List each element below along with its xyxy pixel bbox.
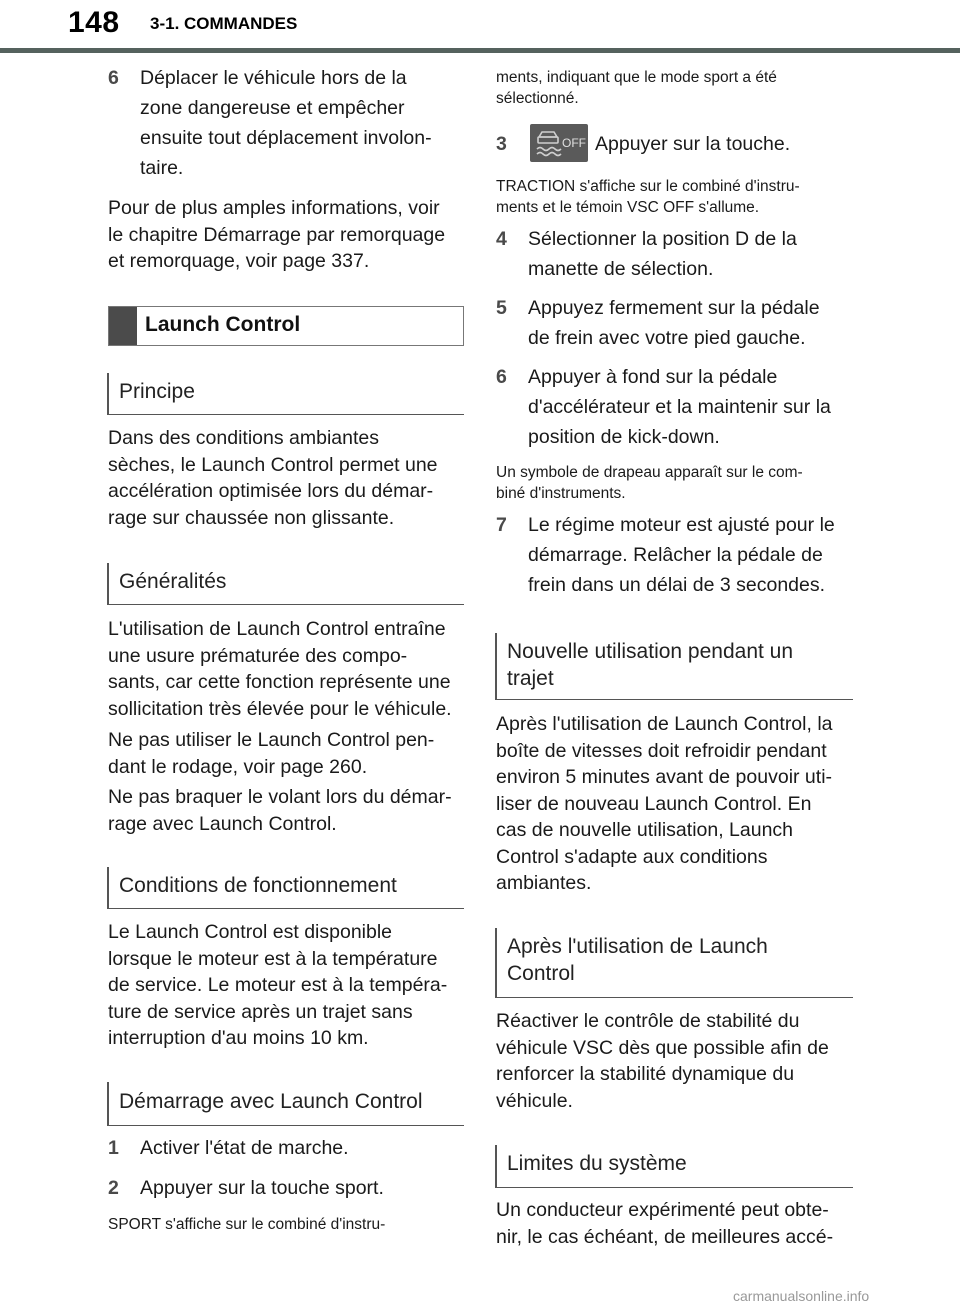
text-line: dant le rodage, voir page 260. xyxy=(108,755,368,778)
step-line: manette de sélection. xyxy=(528,258,714,280)
watermark: carmanualsonline.info xyxy=(733,1288,870,1304)
step-line: de frein avec votre pied gauche. xyxy=(528,327,806,349)
text-line: nir, le cas échéant, de meilleures accé- xyxy=(496,1225,834,1248)
sport-note-continued xyxy=(496,67,856,109)
step-line: frein dans un délai de 3 secondes. xyxy=(528,574,826,596)
heading-line: Après l'utilisation de Launch xyxy=(507,935,768,958)
launch-control-heading xyxy=(108,306,464,346)
page-header xyxy=(0,0,960,52)
step-text: Activer l'état de marche. xyxy=(140,1137,349,1159)
step-text: Appuyer sur la touche sport. xyxy=(140,1177,384,1199)
generalites-heading xyxy=(107,563,464,605)
text-line: Pour de plus amples informations, voir xyxy=(108,197,440,219)
text-line: sants, car cette fonction représente une xyxy=(108,671,451,693)
text-line: cas de nouvelle utilisation, Launch xyxy=(496,819,794,841)
text-line: liser de nouveau Launch Control. En xyxy=(496,792,812,815)
text-line: une usure prématurée des compo- xyxy=(108,644,408,667)
text-line: ture de service après un trajet sans xyxy=(108,1000,413,1023)
text-line: sèches, le Launch Control permet une xyxy=(108,453,438,476)
text-line: ambiantes. xyxy=(496,872,592,894)
heading-text: Conditions de fonctionnement xyxy=(119,874,397,897)
step-line: démarrage. Relâcher la pédale de xyxy=(528,544,823,566)
step-line: Appuyez fermement sur la pédale xyxy=(528,297,820,319)
step-number: 6 xyxy=(108,67,119,89)
step-line: ensuite tout déplacement involon- xyxy=(140,127,432,149)
generalites-paragraph-3 xyxy=(108,784,470,837)
header-rule xyxy=(0,48,960,53)
text-line: ments, indiquant que le mode sport a été xyxy=(496,69,777,86)
text-line: environ 5 minutes avant de pouvoir uti- xyxy=(496,766,833,788)
text-line: L'utilisation de Launch Control entraîne xyxy=(108,618,446,640)
limites-heading xyxy=(495,1145,853,1188)
text-line: Un conducteur expérimenté peut obte- xyxy=(496,1199,829,1221)
step-number: 7 xyxy=(496,514,507,536)
principe-paragraph xyxy=(108,425,468,531)
step-number: 6 xyxy=(496,366,507,388)
text-line: de service. Le moteur est à la tempéra- xyxy=(108,974,448,996)
text-line: renforcer la stabilité dynamique du xyxy=(496,1063,795,1085)
heading-text: Launch Control xyxy=(145,313,301,336)
text-line: véhicule. xyxy=(496,1089,573,1112)
text-line: rage sur chaussée non glissante. xyxy=(108,506,395,529)
heading-line: trajet xyxy=(507,666,554,690)
principe-heading xyxy=(107,373,464,415)
step-number: 5 xyxy=(496,297,507,319)
text-line: Réactiver le contrôle de stabilité du xyxy=(496,1010,800,1032)
step-line: zone dangereuse et empêcher xyxy=(140,97,405,119)
heading-text: Généralités xyxy=(119,570,227,593)
text-line: TRACTION s'affiche sur le combiné d'instru- xyxy=(496,178,800,195)
heading-line: Nouvelle utilisation pendant un xyxy=(507,640,794,663)
generalites-paragraph-1 xyxy=(108,616,470,722)
vsc-off-button-icon xyxy=(530,124,588,162)
step-line: Appuyer à fond sur la pédale xyxy=(528,366,778,388)
heading-text: Démarrage avec Launch Control xyxy=(119,1090,423,1113)
text-line: sollicitation très élevée pour le véhicule. xyxy=(108,697,452,720)
apres-utilisation-heading xyxy=(495,928,853,998)
text-line: biné d'instruments. xyxy=(496,485,626,502)
traction-note xyxy=(496,176,856,218)
conditions-paragraph xyxy=(108,919,470,1052)
demarrage-heading xyxy=(107,1082,464,1126)
step-number: 2 xyxy=(108,1177,119,1199)
flag-note xyxy=(496,462,856,504)
text-line: boîte de vitesses doit refroidir pendant xyxy=(496,739,827,762)
text-line: sélectionné. xyxy=(496,90,579,107)
sport-note: SPORT s'affiche sur le combiné d'instru- xyxy=(108,1216,386,1233)
text-line: Ne pas utiliser le Launch Control pen- xyxy=(108,729,435,751)
text-line: Control s'adapte aux conditions xyxy=(496,845,768,868)
generalites-paragraph-2 xyxy=(108,727,470,780)
step-number: 4 xyxy=(496,228,507,250)
step-line: Déplacer le véhicule hors de la xyxy=(140,67,407,89)
text-line: Après l'utilisation de Launch Control, la xyxy=(496,713,833,735)
apres-utilisation-paragraph xyxy=(496,1008,858,1114)
heading-text: Principe xyxy=(119,380,195,403)
text-line: véhicule VSC dès que possible afin de xyxy=(496,1036,829,1059)
step-line: position de kick-down. xyxy=(528,426,720,448)
text-line: et remorquage, voir page 337. xyxy=(108,250,370,272)
vsc-off-label: OFF xyxy=(562,136,586,150)
text-line: Un symbole de drapeau apparaît sur le com- xyxy=(496,464,803,481)
heading-text xyxy=(507,934,768,987)
heading-text xyxy=(507,639,793,692)
text-line: Le Launch Control est disponible xyxy=(108,921,393,943)
page-number: 148 xyxy=(68,6,120,39)
step-number: 3 xyxy=(496,133,507,155)
nouvelle-utilisation-heading xyxy=(495,633,853,700)
step-line: Sélectionner la position D de la xyxy=(528,228,797,250)
text-line: ments et le témoin VSC OFF s'allume. xyxy=(496,199,760,216)
text-line: le chapitre Démarrage par remorquage xyxy=(108,223,446,246)
text-line: rage avec Launch Control. xyxy=(108,812,337,835)
nouvelle-utilisation-paragraph xyxy=(496,711,858,897)
section-title: 3-1. COMMANDES xyxy=(150,14,298,33)
heading-text: Limites du système xyxy=(507,1152,687,1175)
step-3-text: Appuyer sur la touche. xyxy=(595,133,791,155)
conditions-heading xyxy=(107,867,464,909)
step-line: d'accélérateur et la maintenir sur la xyxy=(528,396,831,418)
text-line: interruption d'au moins 10 km. xyxy=(108,1027,369,1049)
heading-bar xyxy=(109,307,137,345)
step-line: Le régime moteur est ajusté pour le xyxy=(528,514,835,536)
text-line: Ne pas braquer le volant lors du démar- xyxy=(108,786,452,808)
heading-line: Control xyxy=(507,961,575,985)
step-line: taire. xyxy=(140,157,184,179)
limites-paragraph xyxy=(496,1197,858,1250)
text-line: Dans des conditions ambiantes xyxy=(108,427,379,449)
more-info-paragraph xyxy=(108,195,468,275)
text-line: accélération optimisée lors du démar- xyxy=(108,480,434,502)
step-number: 1 xyxy=(108,1137,119,1159)
text-line: lorsque le moteur est à la température xyxy=(108,947,438,970)
